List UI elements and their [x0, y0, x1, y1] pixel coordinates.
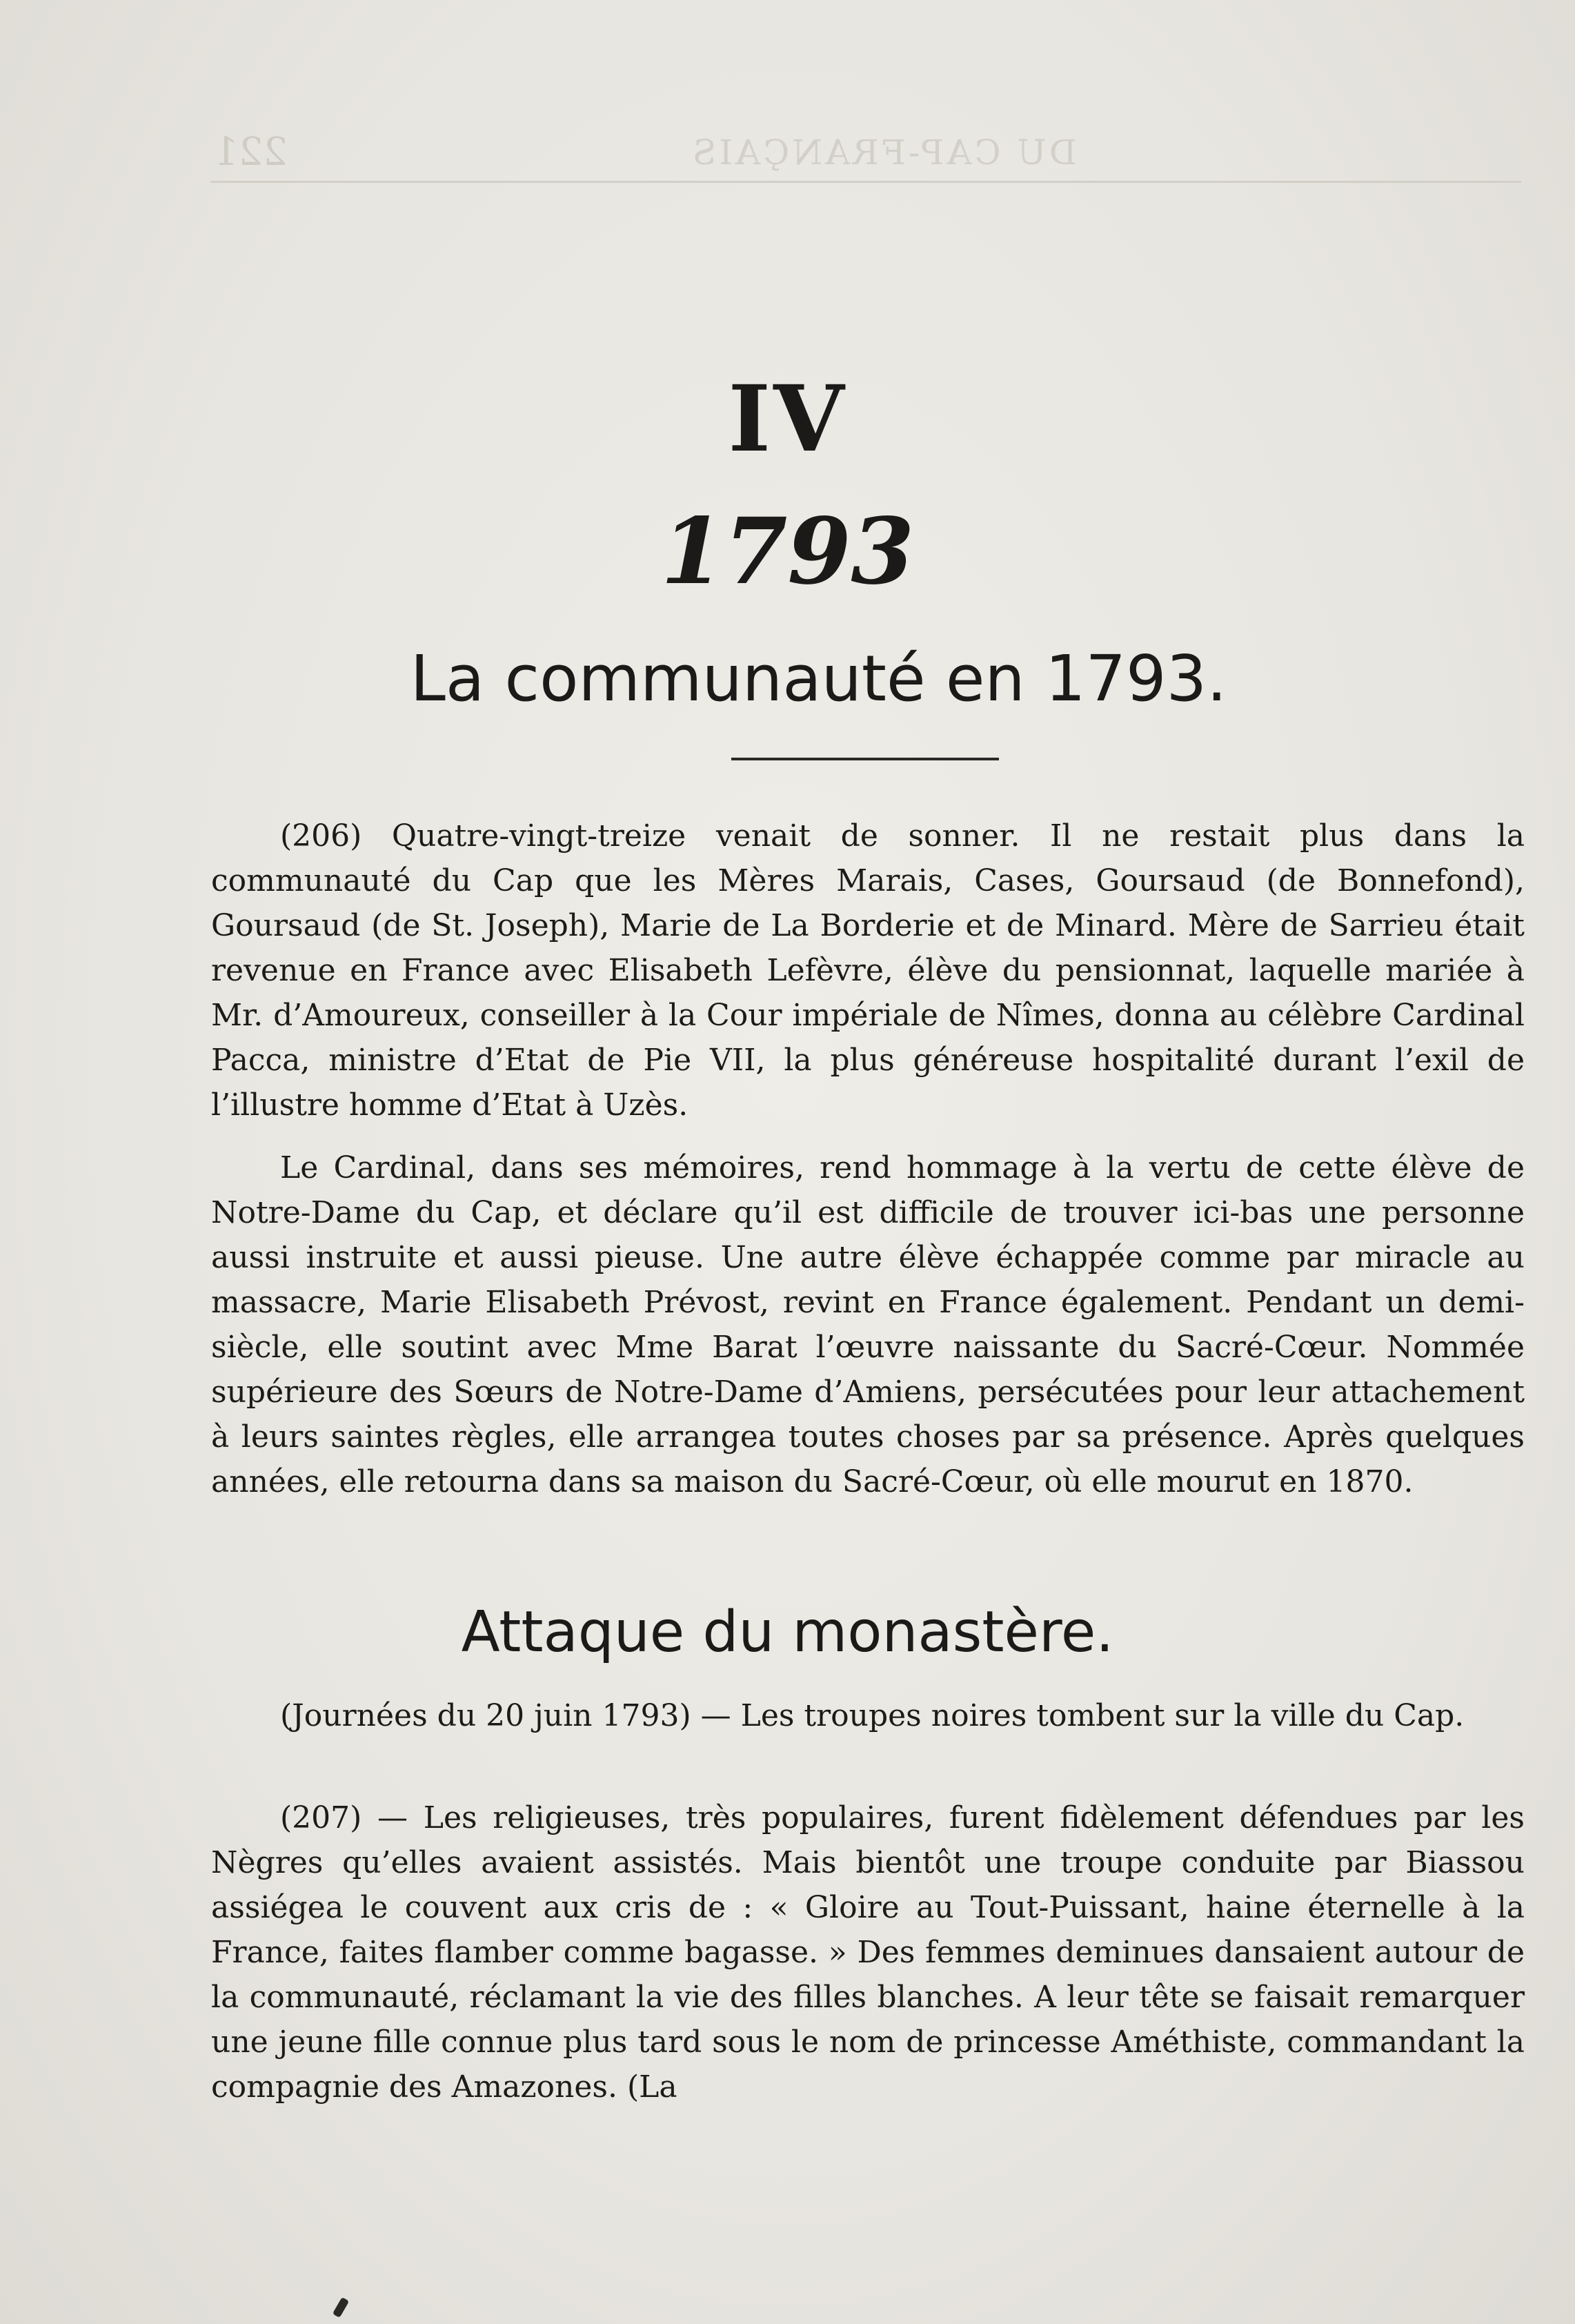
chapter-title: La communauté en 1793. — [410, 642, 1227, 716]
ink-speck — [333, 2297, 349, 2318]
paragraph-journees: (Journées du 20 juin 1793) — Les troupes noires tombent sur la ville du Cap. — [280, 1698, 1465, 1733]
chapter-number: IV — [728, 366, 847, 473]
chapter-year: 1793 — [660, 498, 915, 605]
bleed-page-number: 221 — [214, 130, 288, 175]
title-divider — [731, 758, 999, 760]
paragraph-cardinal: Le Cardinal, dans ses mémoires, rend hommage à la vertu de cette élève de Notre-Dame du Cap, et déclare qu’il est difficile de trouver ici-bas une personne aussi instruite et aussi pieuse. Une autre élève échappée comme par miracle au massacre, Marie Elisabeth Prévost, revint en France également. Pendant un demi-siècle, elle soutint avec Mme Barat l’œuvre naissante du Sacré-Cœur. Nommée supérieure des Sœurs de Notre-Dame d’Amiens, persécutées pour leur attachement à leurs saintes règles, elle arrangea toutes choses par sa présence. Après quelques années, elle retourna dans sa maison du Sacré-Cœur, où elle mourut en 1870. — [211, 1150, 1525, 1499]
paragraph-206: (206) Quatre-vingt-treize venait de sonner. Il ne restait plus dans la communauté du Cap que les Mères Marais, Cases, Goursaud (de Bonnefond), Goursaud (de St. Joseph), Marie de La Borderie et de Minard. Mère de Sarrieu était revenue en France avec Elisabeth Lefèvre, élève du pensionnat, laquelle mariée à Mr. d’Amoureux, conseiller à la Cour impériale de Nîmes, donna au célèbre Cardinal Pacca, ministre d’Etat de Pie VII, la plus généreuse hospitalité durant l’exil de l’illustre homme d’Etat à Uzès. — [211, 818, 1525, 1123]
bleed-through-header — [207, 123, 1518, 185]
bleed-running-head: DU CAP-FRANÇAIS — [690, 132, 1077, 173]
section-title: Attaque du monastère. — [461, 1599, 1114, 1665]
bleed-header-rule — [210, 181, 1521, 183]
paragraph-207: (207) — Les religieuses, très populaires, furent fidèlement défendues par les Nègres qu’elles avaient assistés. Mais bientôt une troupe conduite par Biassou assiégea le couvent aux cris de : « Gloire au Tout-Puissant, haine éternelle à la France, faites flamber comme bagasse. » Des femmes deminues dansaient autour de la communauté, réclamant la vie des filles blanches. A leur tête se faisait remarquer une jeune fille connue plus tard sous le nom de princesse Améthiste, commandant la compagnie des Amazones. (La — [211, 1800, 1525, 2105]
